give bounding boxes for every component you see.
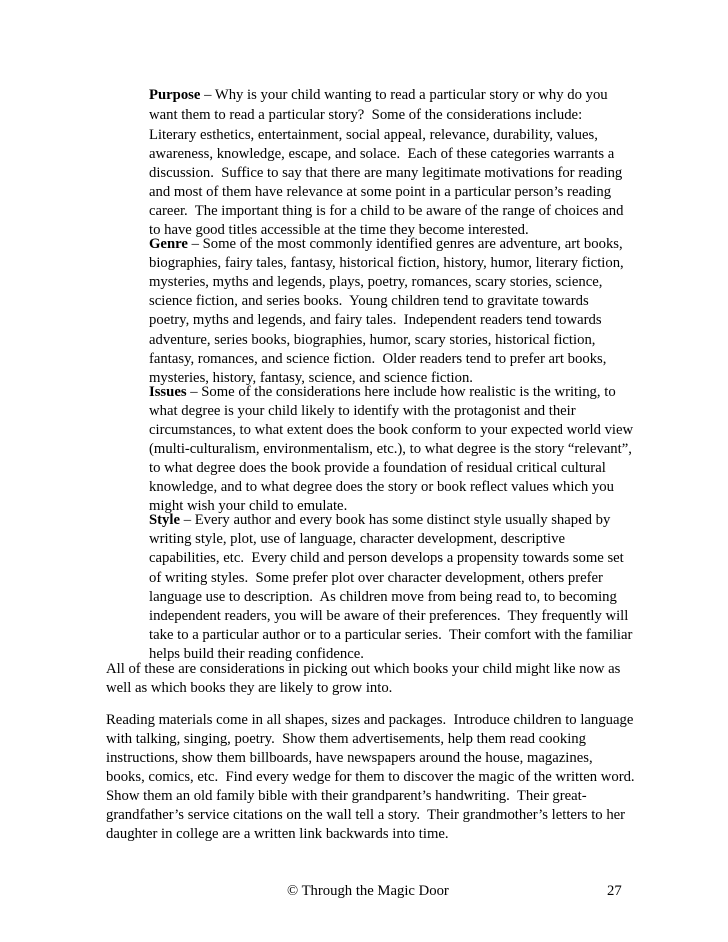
text-line: Purpose – Why is your child wanting to read a particular story or why do you	[149, 87, 608, 103]
text-line: mysteries, history, fantasy, science, and science fiction.	[149, 370, 473, 386]
text-line: with talking, singing, poetry. Show them advertisements, help them read cooking	[106, 731, 586, 747]
term-style: Style	[149, 512, 181, 528]
text-line: what degree is your child likely to identify with the protagonist and their	[149, 403, 576, 419]
text-line: discussion. Suffice to say that there are many legitimate motivations for reading	[149, 165, 623, 181]
text-line: Issues – Some of the considerations here include how realistic is the writing, to	[149, 384, 616, 400]
term-purpose: Purpose	[149, 87, 201, 103]
text-line: to what degree does the book provide a foundation of residual critical cultural	[149, 460, 606, 476]
text-line: daughter in college are a written link backwards into time.	[106, 826, 449, 842]
text-line: poetry, myths and legends, and fairy tales. Independent readers tend towards	[149, 312, 602, 328]
text-line: want them to read a particular story? Some of the considerations include:	[149, 107, 583, 123]
text-line: awareness, knowledge, escape, and solace. Each of these categories warrants a	[149, 146, 615, 162]
text-line: of writing styles. Some prefer plot over character development, others prefer	[149, 570, 603, 586]
text-line: knowledge, and to what degree does the story or book reflect values which you	[149, 479, 614, 495]
footer-title: © Through the Magic Door	[287, 883, 449, 899]
page-number: 27	[607, 883, 622, 899]
text-line: All of these are considerations in picking out which books your child might like now as	[106, 661, 621, 677]
text-line: to have good titles accessible at the time they become interested.	[149, 222, 529, 238]
text-line: (multi-culturalism, environmentalism, etc.), to what degree is the story “relevant”,	[149, 441, 632, 457]
text-line: adventure, series books, biographies, humor, scary stories, historical fiction,	[149, 332, 596, 348]
text-line: well as which books they are likely to grow into.	[106, 680, 393, 696]
text-line: instructions, show them billboards, have newspapers around the house, magazines,	[106, 750, 593, 766]
text-line: biographies, fairy tales, fantasy, historical fiction, history, humor, literary fiction,	[149, 255, 624, 271]
text-line: grandfather’s service citations on the wall tell a story. Their grandmother’s letters to her	[106, 807, 626, 823]
text-line: mysteries, myths and legends, plays, poetry, romances, scary stories, science,	[149, 274, 603, 290]
text-line: writing style, plot, use of language, character development, descriptive	[149, 531, 566, 547]
text-line: independent readers, you will be aware of their preferences. They frequently will	[149, 608, 629, 624]
text-line: and most of them have relevance at some point in a particular person’s reading	[149, 184, 612, 200]
text-line: language use to description. As children move from being read to, to becoming	[149, 589, 617, 605]
text-line: circumstances, to what extent does the book conform to your expected world view	[149, 422, 634, 438]
text-line: Literary esthetics, entertainment, social appeal, relevance, durability, values,	[149, 127, 598, 143]
text-line: might wish your child to emulate.	[149, 498, 348, 514]
text-line: take to a particular author or to a particular series. Their comfort with the familiar	[149, 627, 633, 643]
text-line: Reading materials come in all shapes, sizes and packages. Introduce children to language	[106, 712, 634, 728]
text-line: career. The important thing is for a child to be aware of the range of choices and	[149, 203, 624, 219]
text-line: Show them an old family bible with their grandparent’s handwriting. Their great-	[106, 788, 587, 804]
text-line: books, comics, etc. Find every wedge for them to discover the magic of the written word.	[106, 769, 635, 785]
term-genre: Genre	[149, 236, 188, 252]
text-line: science fiction, and series books. Young children tend to gravitate towards	[149, 293, 589, 309]
text-line: fantasy, romances, and science fiction. Older readers tend to prefer art books,	[149, 351, 607, 367]
term-issues: Issues	[149, 384, 187, 400]
text-line: Genre – Some of the most commonly identified genres are adventure, art books,	[149, 236, 623, 252]
text-line: helps build their reading confidence.	[149, 646, 364, 662]
text-line: Style – Every author and every book has some distinct style usually shaped by	[149, 512, 611, 528]
text-line: capabilities, etc. Every child and person develops a propensity towards some set	[149, 550, 624, 566]
